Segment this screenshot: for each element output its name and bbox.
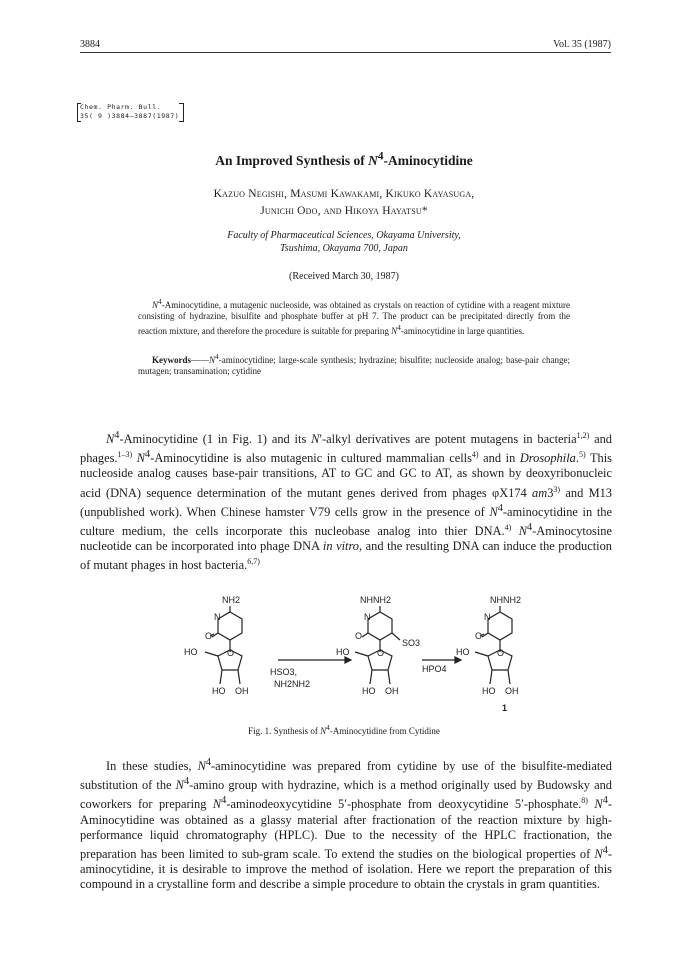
label-ho-5: HO <box>456 647 470 657</box>
authors-line-1: Kazuo Negishi, Masumi Kawakami, Kikuko Kayasuga, <box>213 188 475 200</box>
label-o-ring-2: O <box>377 648 385 658</box>
label-n-2: N <box>364 612 371 622</box>
label-oh-1: OH <box>235 686 249 696</box>
volume-info: Vol. 35 (1987) <box>553 39 611 50</box>
label-reagent-1a: HSO3, <box>270 667 298 677</box>
cytidine-structure <box>205 606 242 684</box>
label-ho-1: HO <box>184 647 198 657</box>
aminocytidine-structure <box>475 606 512 684</box>
citation-line-2: 35( 9 )3884—3887(1987) <box>80 112 180 120</box>
compound-number: 1 <box>502 703 508 713</box>
author-list <box>0 186 688 220</box>
header-rule <box>80 52 611 53</box>
label-ho-3: HO <box>336 647 350 657</box>
label-ho-6: HO <box>482 686 496 696</box>
label-nh2: NH2 <box>222 595 241 605</box>
figure-caption: Fig. 1. Synthesis of $N^4$-Aminocytidine from Cytidine <box>248 723 440 736</box>
label-o-1: O <box>205 631 213 641</box>
label-reagent-1b: NH2NH2 <box>274 679 311 689</box>
methods-intro-paragraph: In these studies, $N^4$-aminocytidine was prepared from cytidine by use of the bisulfite-mediated substitution of the $N^4$-amino group with hydrazine, which is a method originally used by Budowsky and coworkers for preparing $N^4$-aminodeoxycytidine 5′-phosphate from deoxycytidine 5′-phosphate.$^{8)}$ $N^4$-Aminocytidine was obtained as a glassy material after fractionation of the reaction mixture by high-performance liquid chromatography (HPLC). Due to the necessity of the HPLC fractionation, the preparation has been limited to sub-gram scale. To extend the studies on the biological properties of $N^4$-aminocytidine, it is desirable to improve the method of isolation. Here we report the preparation of this compound in a crystalline form and describe a simple procedure to obtain the crystals in gram quantities. <box>80 757 613 892</box>
label-ho-2: HO <box>212 686 226 696</box>
label-reagent-2: HPO4 <box>422 664 447 674</box>
page-number: 3884 <box>80 39 100 50</box>
synthesis-scheme-figure <box>150 590 550 720</box>
label-so3: SO3 <box>402 638 421 648</box>
keywords-text: $——N^4$-aminocytidine; large-scale synthesis; hydrazine; bisulfite; nucleoside analog; base-pair change; mutagen; transamination; cytidine <box>138 352 570 377</box>
label-o-ring-1: O <box>227 648 235 658</box>
label-o-3: O <box>475 631 483 641</box>
abstract: $N^4$-Aminocytidine, a mutagenic nucleoside, was obtained as crystals on reaction of cytidine with a reagent mixture consisting of hydrazine, bisulfite and phosphate buffer at pH 7. The product can be precipitated directly from the reaction mixture, and therefore the procedure is suitable for preparing $N^4$-aminocytidine in large quantities. <box>138 297 570 337</box>
keywords <box>138 351 570 377</box>
intermediate-structure <box>355 606 400 684</box>
paper-title: An Improved Synthesis of $N^4$-Aminocytidine <box>215 150 473 168</box>
affiliation <box>0 229 688 255</box>
label-n-1: N <box>214 612 221 622</box>
affiliation-line-1: Faculty of Pharmaceutical Sciences, Okayama University, <box>227 230 461 241</box>
label-n-3: N <box>484 612 491 622</box>
label-oh-3: OH <box>505 686 519 696</box>
intro-paragraph: $N^4$-Aminocytidine (1 in Fig. 1) and its N′-alkyl derivatives are potent mutagens in bacteria$^{1,2)}$ and phages.$^{1-3)}$ $N^4$-Aminocytidine is also mutagenic in cultured mammalian cells$^{4)}$ and in Drosophila.$^{5)}$ This nucleoside analog causes base-pair transitions, AT to GC and GC to AT, as shown by deoxyribonucleic acid (DNA) sequence determination of the mutant genes derived from phages φX174 am3$^{3)}$ and M13 (unpublished work). When Chinese hamster V79 cells grow in the presence of $N^4$-aminocytidine in the culture medium, the cells incorporate this nucleobase analog into thier DNA.$^{4)}$ $N^4$-Aminocytosine nucleotide can be incorporated into phage DNA in vitro, and the resulting DNA can induce the production of mutant phages in host bacteria.$^{6,7)}$ <box>80 430 612 573</box>
authors-line-2: Junichi Odo, and Hikoya Hayatsu* <box>260 205 428 217</box>
label-oh-2: OH <box>385 686 399 696</box>
received-date: (Received March 30, 1987) <box>289 271 399 282</box>
label-o-2: O <box>355 631 363 641</box>
label-nhnh2-right: NHNH2 <box>490 595 522 605</box>
label-ho-4: HO <box>362 686 376 696</box>
label-o-ring-3: O <box>497 648 505 658</box>
keywords-label: Keywords <box>152 355 191 365</box>
affiliation-line-2: Tsushima, Okayama 700, Japan <box>280 243 408 254</box>
citation-line-1: Chem. Pharm. Bull. <box>80 103 162 111</box>
citation-box <box>80 103 179 121</box>
label-nhnh2-mid: NHNH2 <box>360 595 392 605</box>
